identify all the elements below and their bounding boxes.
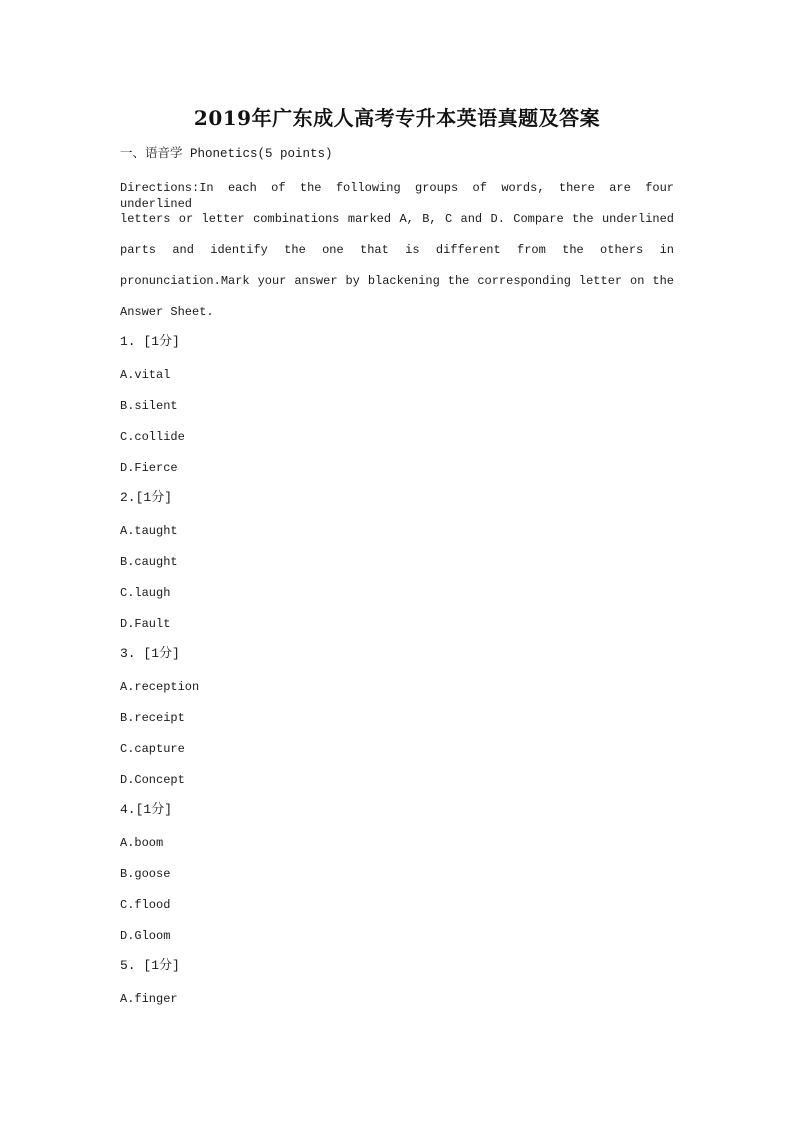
option-d: D.Concept	[120, 773, 185, 787]
question-number: 5. [1分]	[120, 958, 180, 973]
option-b: B.silent	[120, 399, 178, 413]
option-a: A.vital	[120, 368, 171, 382]
option-b: B.receipt	[120, 711, 185, 725]
option-d: D.Gloom	[120, 929, 171, 943]
question-number: 4.[1分]	[120, 802, 173, 817]
option-d: D.Fierce	[120, 461, 178, 475]
question-number: 1. [1分]	[120, 334, 180, 349]
question-number: 2.[1分]	[120, 490, 173, 505]
option-a: A.taught	[120, 524, 178, 538]
question-number: 3. [1分]	[120, 646, 180, 661]
directions-line: Directions:In each of the following groups of words, there are four underlined	[120, 181, 674, 211]
directions-line: pronunciation.Mark your answer by blackening the corresponding letter on the	[120, 274, 674, 288]
option-b: B.caught	[120, 555, 178, 569]
section-heading: 一、语音学 Phonetics(5 points)	[120, 147, 333, 161]
option-b: B.goose	[120, 867, 171, 881]
option-a: A.finger	[120, 992, 178, 1006]
option-c: C.capture	[120, 742, 185, 756]
option-c: C.collide	[120, 430, 185, 444]
directions-line: letters or letter combinations marked A, B, C and D. Compare the underlined	[120, 212, 674, 226]
option-c: C.flood	[120, 898, 171, 912]
option-c: C.laugh	[120, 586, 171, 600]
page-title: 2019年广东成人高考专升本英语真题及答案	[193, 106, 601, 130]
option-a: A.boom	[120, 836, 164, 850]
option-a: A.reception	[120, 680, 200, 694]
directions-line: Answer Sheet.	[120, 305, 214, 319]
option-d: D.Fault	[120, 617, 171, 631]
directions-line: parts and identify the one that is different from the others in	[120, 243, 674, 257]
